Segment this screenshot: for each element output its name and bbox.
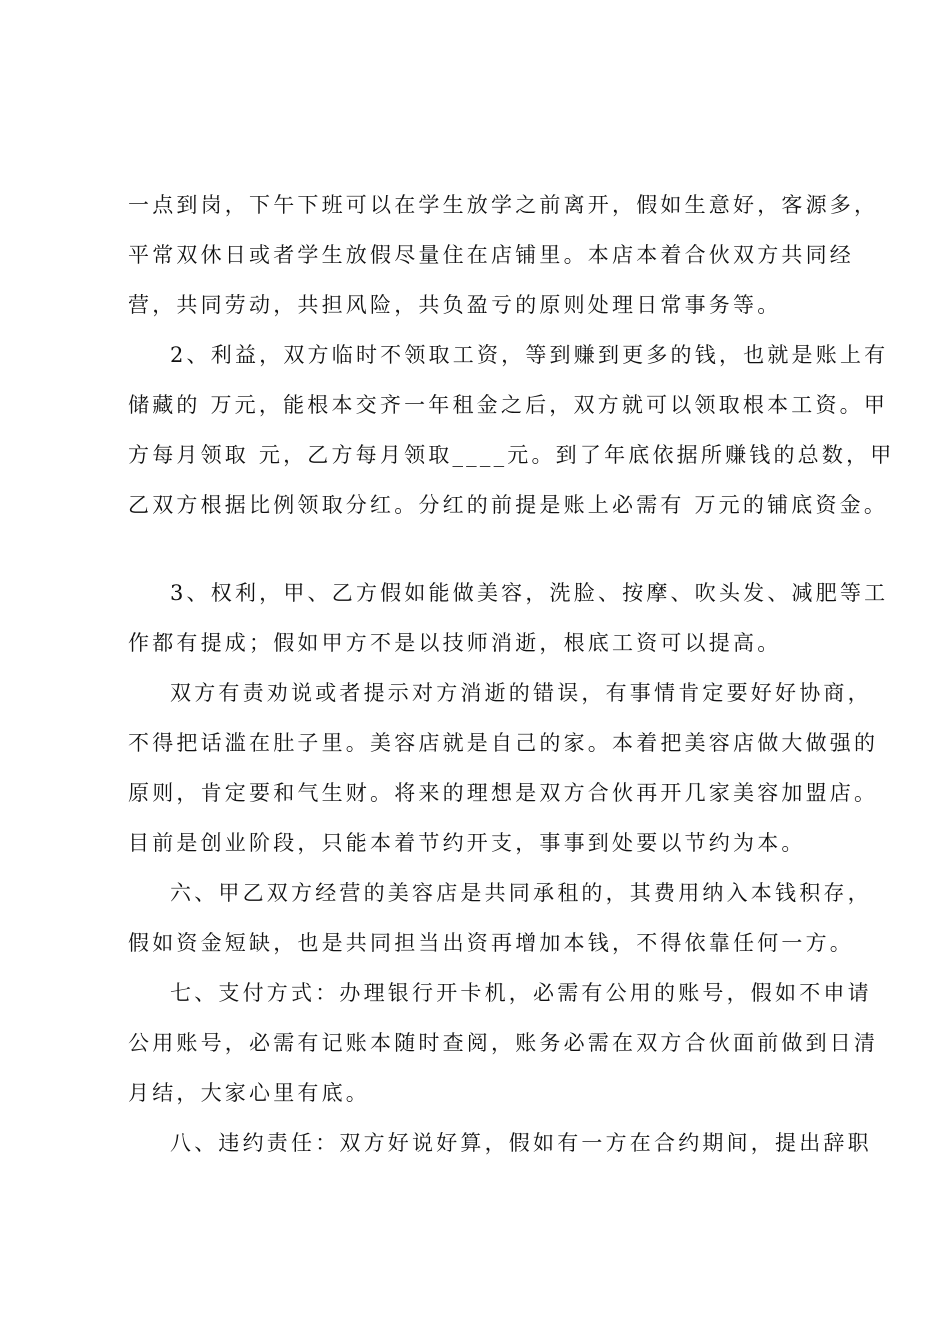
text-line: 假如资金短缺，也是共同担当出资再增加本钱，不得依靠任何一方。 xyxy=(128,931,854,955)
text-line: 储藏的 万元，能根本交齐一年租金之后，双方就可以领取根本工资。甲 xyxy=(128,393,889,417)
text-line: 双方有责劝说或者提示对方消逝的错误，有事情肯定要好好协商， xyxy=(170,681,872,705)
text-line: 公用账号，必需有记账本随时查阅，账务必需在双方合伙面前做到日清 xyxy=(128,1031,879,1055)
text-line: 方每月领取 元，乙方每月领取____元。到了年底依据所赚钱的总数，甲 xyxy=(128,443,895,467)
text-line: 一点到岗，下午下班可以在学生放学之前离开，假如生意好，客源多， xyxy=(128,193,879,217)
text-line: 不得把话滥在肚子里。美容店就是自己的家。本着把美容店做大做强的 xyxy=(128,731,879,755)
text-line: 八、违约责任：双方好说好算，假如有一方在合约期间，提出辞职 xyxy=(170,1131,872,1155)
text-line: 目前是创业阶段，只能本着节约开支，事事到处要以节约为本。 xyxy=(128,831,806,855)
text-line: 月结，大家心里有底。 xyxy=(128,1081,370,1105)
text-line: 原则，肯定要和气生财。将来的理想是双方合伙再开几家美容加盟店。 xyxy=(128,781,879,805)
text-line: 2、利益，双方临时不领取工资，等到赚到更多的钱，也就是账上有 xyxy=(170,343,889,367)
text-line: 乙双方根据比例领取分红。分红的前提是账上必需有 万元的铺底资金。 xyxy=(128,493,889,517)
text-line: 六、甲乙双方经营的美容店是共同承租的，其费用纳入本钱积存， xyxy=(170,881,872,905)
text-line: 七、支付方式：办理银行开卡机，必需有公用的账号，假如不申请 xyxy=(170,981,872,1005)
text-line: 3、权利，甲、乙方假如能做美容，洗脸、按摩、吹头发、减肥等工 xyxy=(170,581,889,605)
text-line: 平常双休日或者学生放假尽量住在店铺里。本店本着合伙双方共同经 xyxy=(128,243,854,267)
text-line: 作都有提成；假如甲方不是以技师消逝，根底工资可以提高。 xyxy=(128,631,782,655)
text-line: 营，共同劳动，共担风险，共负盈亏的原则处理日常事务等。 xyxy=(128,293,782,317)
